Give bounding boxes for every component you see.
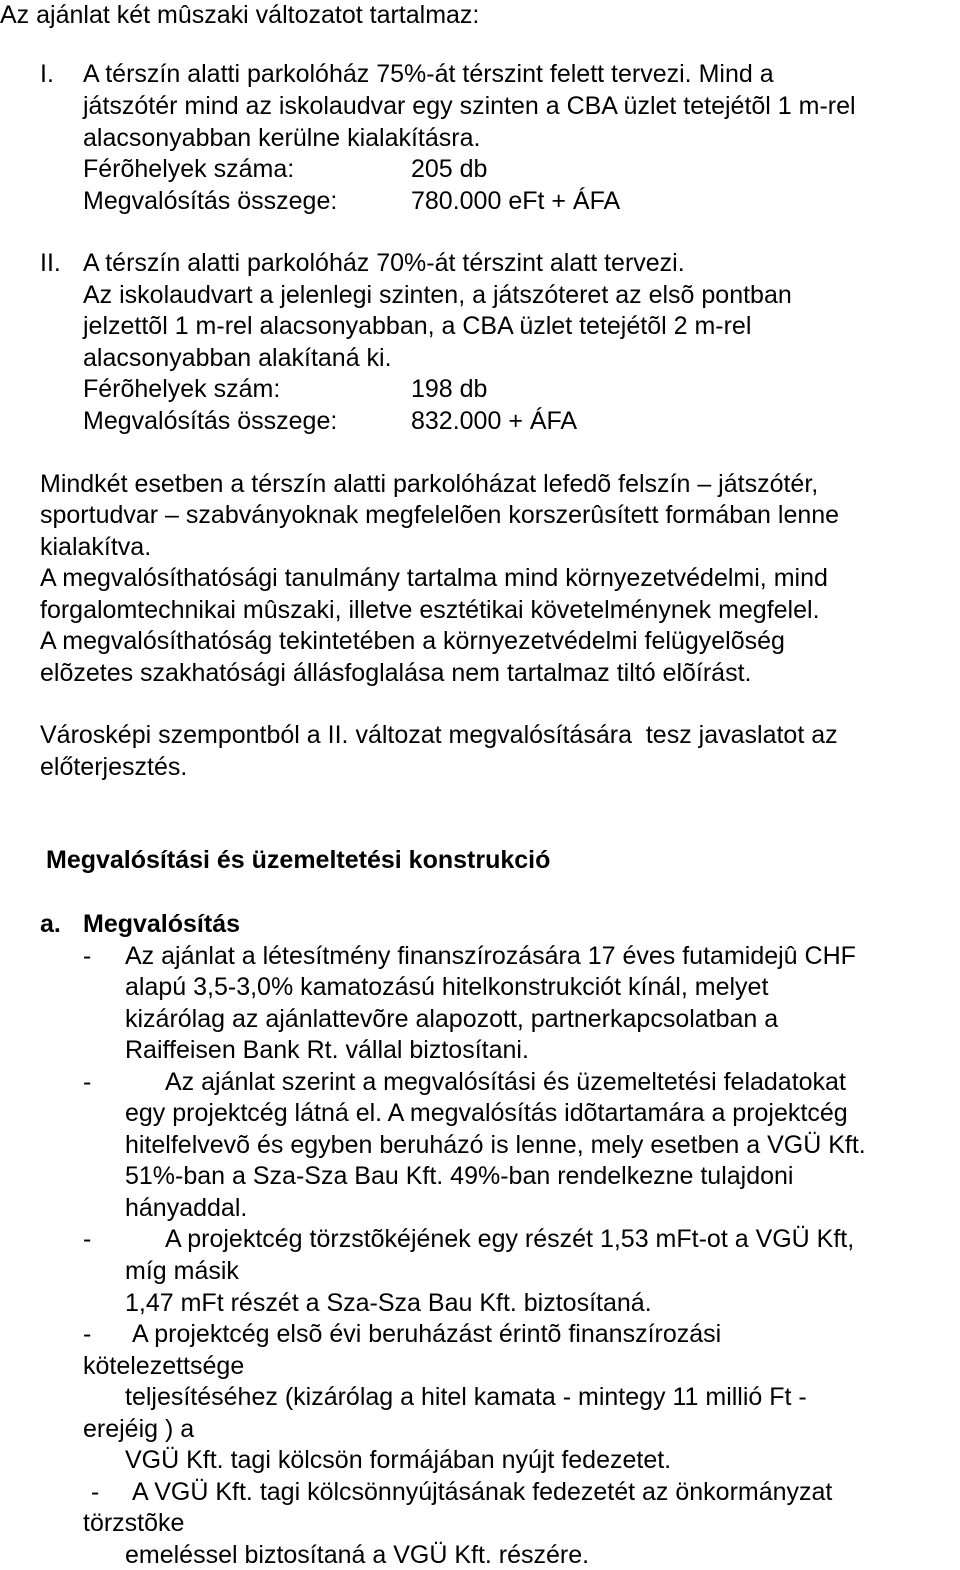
variant-2-line: jelzettõl 1 m-rel alacsonyabban, a CBA üzlet tetejétõl 2 m-rel: [83, 312, 752, 340]
variant-2-cost-value: 832.000 + ÁFA: [411, 407, 578, 435]
bullet-dash: -: [83, 1225, 92, 1253]
bullet-line: VGÜ Kft. tagi kölcsön formájában nyújt fedezetet.: [125, 1446, 672, 1474]
section-title: Megvalósítási és üzemeltetési konstrukció: [46, 846, 551, 874]
variant-2-line: alacsonyabban alakítaná ki.: [83, 344, 392, 372]
paragraph-line: előterjesztés.: [40, 753, 188, 781]
subsection-letter: a.: [40, 910, 61, 938]
bullet-line: törzstõke: [83, 1509, 185, 1537]
bullet-line: hitelfelvevõ és egyben beruházó is lenne, mely esetben a VGÜ Kft.: [125, 1131, 866, 1159]
bullet-line: A projektcég törzstõkéjének egy részét 1,53 mFt-ot a VGÜ Kft,: [165, 1225, 855, 1253]
bullet-dash: -: [91, 1478, 100, 1506]
variant-1-cost-value: 780.000 eFt + ÁFA: [411, 187, 621, 215]
bullet-line: egy projektcég látná el. A megvalósítás idõtartamára a projektcég: [125, 1099, 848, 1127]
bullet-line: 51%-ban a Sza-Sza Bau Kft. 49%-ban rendelkezne tulajdoni: [125, 1162, 794, 1190]
bullet-line: Raiffeisen Bank Rt. vállal biztosítani.: [125, 1036, 529, 1064]
intro-line: Az ajánlat két mûszaki változatot tartalmaz:: [0, 1, 480, 29]
paragraph-line: sportudvar – szabványoknak megfelelõen korszerûsített formában lenne: [40, 501, 840, 529]
variant-2-number: II.: [40, 249, 61, 277]
variant-2-capacity-value: 198 db: [411, 375, 488, 403]
variant-2-line: Az iskolaudvart a jelenlegi szinten, a játszóteret az elsõ pontban: [83, 281, 792, 309]
bullet-line: erejéig ) a: [83, 1415, 195, 1443]
paragraph-line: A megvalósíthatósági tanulmány tartalma mind környezetvédelmi, mind: [40, 564, 828, 592]
bullet-dash: -: [83, 942, 92, 970]
paragraph-line: kialakítva.: [40, 533, 152, 561]
variant-1-line: alacsonyabban kerülne kialakításra.: [83, 124, 481, 152]
bullet-line: hányaddal.: [125, 1194, 248, 1222]
bullet-line: kizárólag az ajánlattevõre alapozott, partnerkapcsolatban a: [125, 1005, 779, 1033]
subsection-title: Megvalósítás: [83, 910, 241, 938]
paragraph-line: forgalomtechnikai mûszaki, illetve esztétikai követelménynek megfelel.: [40, 596, 820, 624]
variant-1-line: A térszín alatti parkolóház 75%-át térszint felett tervezi. Mind a: [83, 60, 774, 88]
variant-1-cost-label: Megvalósítás összege:: [83, 187, 338, 215]
paragraph-line: A megvalósíthatóság tekintetében a környezetvédelmi felügyelõség: [40, 627, 785, 655]
variant-1-line: játszótér mind az iskolaudvar egy szinten a CBA üzlet tetejétõl 1 m-rel: [83, 92, 856, 120]
bullet-line: emeléssel biztosítaná a VGÜ Kft. részére.: [125, 1541, 590, 1569]
bullet-line: 1,47 mFt részét a Sza-Sza Bau Kft. biztosítaná.: [125, 1289, 652, 1317]
variant-2-line: A térszín alatti parkolóház 70%-át térszint alatt tervezi.: [83, 249, 685, 277]
bullet-line: Az ajánlat szerint a megvalósítási és üzemeltetési feladatokat: [165, 1068, 846, 1096]
paragraph-line: elõzetes szakhatósági állásfoglalása nem tartalmaz tiltó elõírást.: [40, 659, 752, 687]
bullet-line: alapú 3,5-3,0% kamatozású hitelkonstrukciót kínál, melyet: [125, 973, 769, 1001]
bullet-line: Az ajánlat a létesítmény finanszírozására 17 éves futamidejû CHF: [125, 942, 856, 970]
variant-2-capacity-label: Férõhelyek szám:: [83, 375, 281, 403]
paragraph-line: Városképi szempontból a II. változat megvalósítására tesz javaslatot az: [40, 721, 838, 749]
paragraph-line: Mindkét esetben a térszín alatti parkolóházat lefedõ felszín – játszótér,: [40, 470, 819, 498]
bullet-line: míg másik: [125, 1257, 239, 1285]
variant-1-number: I.: [40, 60, 54, 88]
bullet-line: A VGÜ Kft. tagi kölcsönnyújtásának fedezetét az önkormányzat: [132, 1478, 833, 1506]
bullet-line: kötelezettsége: [83, 1352, 245, 1380]
variant-2-cost-label: Megvalósítás összege:: [83, 407, 338, 435]
bullet-dash: -: [83, 1068, 92, 1096]
variant-1-capacity-label: Férõhelyek száma:: [83, 155, 295, 183]
bullet-line: teljesítéséhez (kizárólag a hitel kamata - mintegy 11 millió Ft -: [125, 1383, 807, 1411]
bullet-line: A projektcég elsõ évi beruházást érintõ finanszírozási: [132, 1320, 722, 1348]
bullet-dash: -: [83, 1320, 92, 1348]
variant-1-capacity-value: 205 db: [411, 155, 488, 183]
